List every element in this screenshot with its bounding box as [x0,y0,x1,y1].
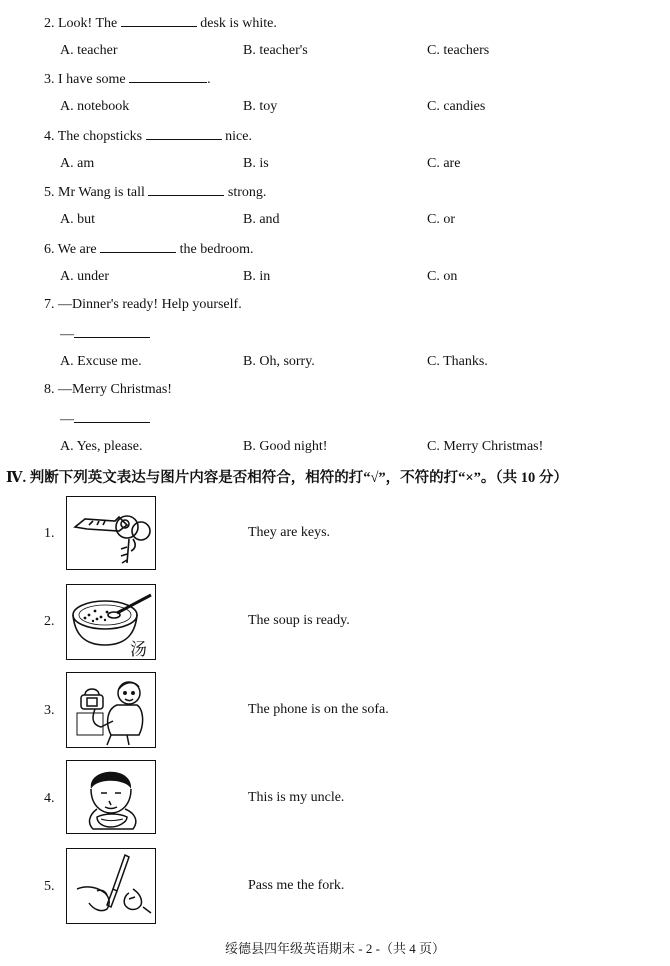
option-c[interactable]: C. candies [427,99,486,114]
statement-text: The phone is on the sofa. [248,702,389,717]
question-number: 7. [44,297,55,312]
answer-blank[interactable] [74,325,150,338]
question-text: Look! The [58,16,118,31]
statement-text: The soup is ready. [248,613,350,628]
statement-text: They are keys. [248,525,331,540]
option-b[interactable]: B. and [243,212,280,227]
question-number: 2. [44,16,55,31]
answer-blank[interactable] [100,240,176,253]
question-text: the bedroom. [179,242,254,257]
option-b[interactable]: B. is [243,156,269,171]
option-c[interactable]: C. Merry Christmas! [427,439,544,454]
option-b[interactable]: B. Good night! [243,439,328,454]
question-number: 3. [44,72,55,87]
question-text: desk is white. [200,16,277,31]
option-b[interactable]: B. teacher's [243,43,308,58]
option-c[interactable]: C. are [427,156,461,171]
question-number: 5. [44,185,55,200]
woman-picture [66,760,156,834]
option-b[interactable]: B. in [243,269,271,284]
option-c[interactable]: C. Thanks. [427,354,488,369]
reply-dash: — [60,412,74,427]
knife-picture [66,848,156,924]
soup-label: 汤 [130,640,147,659]
soup-picture [66,584,156,660]
reply-dash: — [60,327,74,342]
question-text: The chopsticks [57,129,143,144]
option-b[interactable]: B. toy [243,99,278,114]
option-b[interactable]: B. Oh, sorry. [243,354,315,369]
answer-blank[interactable] [129,70,207,83]
option-a[interactable]: A. Excuse me. [60,354,142,369]
question-text: —Merry Christmas! [58,382,172,397]
question-number: 6. [44,242,55,257]
question-text: —Dinner's ready! Help yourself. [58,297,242,312]
item-number: 2. [44,614,55,629]
question-number: 8. [44,382,55,397]
option-a[interactable]: A. teacher [60,43,118,58]
option-c[interactable]: C. teachers [427,43,490,58]
option-a[interactable]: A. but [60,212,95,227]
question-text: We are [57,242,97,257]
item-number: 3. [44,703,55,718]
keys-picture [66,496,156,570]
option-a[interactable]: A. am [60,156,95,171]
question-text: Mr Wang is tall [58,185,145,200]
answer-blank[interactable] [148,183,224,196]
question-text: nice. [225,129,252,144]
item-number: 1. [44,526,55,541]
phone-picture [66,672,156,748]
question-text: . [207,72,211,87]
item-number: 5. [44,879,55,894]
statement-text: This is my uncle. [248,790,345,805]
section-4-title: Ⅳ. 判断下列英文表达与图片内容是否相符合，相符的打“√”，不符的打“×”。（共 10 分） [6,470,568,486]
answer-blank[interactable] [146,127,222,140]
option-c[interactable]: C. on [427,269,458,284]
option-a[interactable]: A. under [60,269,109,284]
item-number: 4. [44,791,55,806]
answer-blank[interactable] [121,14,197,27]
option-c[interactable]: C. or [427,212,455,227]
page-footer: 绥德县四年级英语期末 - 2 -（共 4 页） [225,941,445,956]
question-text: I have some [58,72,126,87]
answer-blank[interactable] [74,410,150,423]
option-a[interactable]: A. notebook [60,99,130,114]
question-number: 4. [44,129,55,144]
question-text: strong. [227,185,267,200]
statement-text: Pass me the fork. [248,878,345,893]
option-a[interactable]: A. Yes, please. [60,439,143,454]
